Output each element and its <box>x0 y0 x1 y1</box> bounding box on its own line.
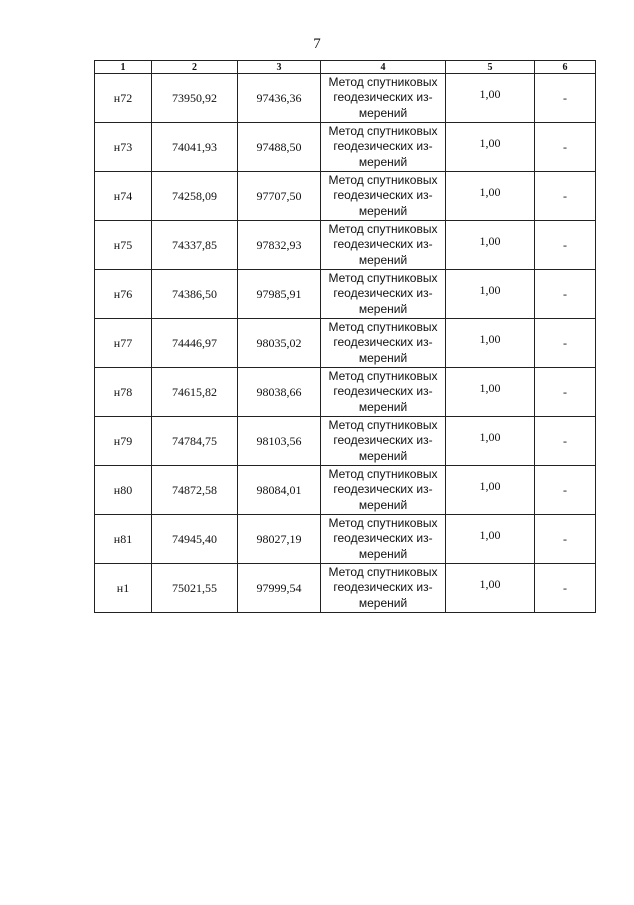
accuracy-cell <box>446 368 535 417</box>
note-cell: - <box>535 368 596 417</box>
column-header: 2 <box>152 61 238 74</box>
accuracy-cell <box>446 74 535 123</box>
method-line: Метод спутниковых <box>328 417 438 432</box>
note-cell: - <box>535 319 596 368</box>
method-line: мерений <box>358 448 408 463</box>
table-row <box>95 221 596 270</box>
coordinate-x: 74446,97 <box>152 319 238 368</box>
note-cell: - <box>535 172 596 221</box>
coordinate-y: 97488,50 <box>238 123 321 172</box>
method-line: мерений <box>358 203 408 218</box>
accuracy-value: 1,00 <box>479 429 501 444</box>
method-line: геодезических из- <box>333 482 433 497</box>
column-header: 3 <box>238 61 321 74</box>
coordinate-x: 73950,92 <box>152 74 238 123</box>
coordinate-y: 97707,50 <box>238 172 321 221</box>
point-name: н81 <box>95 515 152 564</box>
coordinate-x: 74784,75 <box>152 417 238 466</box>
table-row <box>95 319 596 368</box>
accuracy-cell <box>446 172 535 221</box>
coordinate-x: 74872,58 <box>152 466 238 515</box>
table-row <box>95 172 596 221</box>
point-name: н73 <box>95 123 152 172</box>
page-number: 7 <box>313 36 321 52</box>
coordinate-x: 74041,93 <box>152 123 238 172</box>
method-line: мерений <box>358 252 408 267</box>
method-line: геодезических из- <box>333 531 433 546</box>
header-row <box>95 61 596 74</box>
point-name: н80 <box>95 466 152 515</box>
method-line: геодезических из- <box>333 580 433 595</box>
point-name: н76 <box>95 270 152 319</box>
method-line: мерений <box>358 301 408 316</box>
method-line: геодезических из- <box>333 335 433 350</box>
method-cell <box>321 417 446 466</box>
method-line: мерений <box>358 350 408 365</box>
accuracy-value: 1,00 <box>479 282 501 297</box>
accuracy-value: 1,00 <box>479 184 501 199</box>
accuracy-value: 1,00 <box>479 233 501 248</box>
table-row <box>95 466 596 515</box>
note-cell: - <box>535 270 596 319</box>
coordinate-y: 98084,01 <box>238 466 321 515</box>
accuracy-cell <box>446 515 535 564</box>
method-line: Метод спутниковых <box>328 221 438 236</box>
method-line: геодезических из- <box>333 433 433 448</box>
table-row <box>95 270 596 319</box>
method-line: геодезических из- <box>333 188 433 203</box>
method-line: Метод спутниковых <box>328 172 438 187</box>
method-line: Метод спутниковых <box>328 74 438 89</box>
table-row <box>95 123 596 172</box>
coordinate-x: 74945,40 <box>152 515 238 564</box>
table-row <box>95 515 596 564</box>
accuracy-cell <box>446 270 535 319</box>
method-cell <box>321 466 446 515</box>
method-line: мерений <box>358 497 408 512</box>
coordinate-y: 98038,66 <box>238 368 321 417</box>
point-name: н1 <box>95 564 152 613</box>
point-name: н72 <box>95 74 152 123</box>
coordinate-x: 74337,85 <box>152 221 238 270</box>
coordinate-y: 97832,93 <box>238 221 321 270</box>
point-name: н75 <box>95 221 152 270</box>
point-name: н79 <box>95 417 152 466</box>
column-header: 6 <box>535 61 596 74</box>
method-line: Метод спутниковых <box>328 564 438 579</box>
method-line: мерений <box>358 546 408 561</box>
accuracy-cell <box>446 417 535 466</box>
method-cell <box>321 74 446 123</box>
coordinate-y: 98035,02 <box>238 319 321 368</box>
table-row <box>95 564 596 613</box>
point-name: н78 <box>95 368 152 417</box>
method-cell <box>321 564 446 613</box>
accuracy-cell <box>446 564 535 613</box>
accuracy-value: 1,00 <box>479 576 501 591</box>
method-line: мерений <box>358 595 408 610</box>
method-cell <box>321 123 446 172</box>
method-line: геодезических из- <box>333 237 433 252</box>
accuracy-cell <box>446 221 535 270</box>
note-cell: - <box>535 417 596 466</box>
accuracy-value: 1,00 <box>479 86 501 101</box>
method-cell <box>321 368 446 417</box>
accuracy-value: 1,00 <box>479 135 501 150</box>
method-line: мерений <box>358 154 408 169</box>
coordinate-x: 74258,09 <box>152 172 238 221</box>
accuracy-value: 1,00 <box>479 380 501 395</box>
method-line: геодезических из- <box>333 286 433 301</box>
coordinate-y: 97985,91 <box>238 270 321 319</box>
point-name: н74 <box>95 172 152 221</box>
method-line: Метод спутниковых <box>328 319 438 334</box>
column-header: 4 <box>321 61 446 74</box>
method-line: мерений <box>358 399 408 414</box>
note-cell: - <box>535 515 596 564</box>
coordinates-table <box>94 60 596 613</box>
coordinate-y: 97436,36 <box>238 74 321 123</box>
method-cell <box>321 319 446 368</box>
method-cell <box>321 221 446 270</box>
method-line: Метод спутниковых <box>328 123 438 138</box>
accuracy-value: 1,00 <box>479 331 501 346</box>
method-line: геодезических из- <box>333 384 433 399</box>
note-cell: - <box>535 74 596 123</box>
accuracy-cell <box>446 319 535 368</box>
coordinate-x: 74386,50 <box>152 270 238 319</box>
column-header: 5 <box>446 61 535 74</box>
note-cell: - <box>535 564 596 613</box>
note-cell: - <box>535 466 596 515</box>
coordinate-x: 75021,55 <box>152 564 238 613</box>
coordinate-x: 74615,82 <box>152 368 238 417</box>
table-body <box>95 74 596 613</box>
table-row <box>95 368 596 417</box>
coordinate-y: 98027,19 <box>238 515 321 564</box>
point-name: н77 <box>95 319 152 368</box>
accuracy-value: 1,00 <box>479 527 501 542</box>
accuracy-cell <box>446 466 535 515</box>
method-line: Метод спутниковых <box>328 368 438 383</box>
accuracy-cell <box>446 123 535 172</box>
note-cell: - <box>535 221 596 270</box>
method-cell <box>321 515 446 564</box>
coordinate-y: 98103,56 <box>238 417 321 466</box>
method-line: геодезических из- <box>333 90 433 105</box>
method-line: Метод спутниковых <box>328 515 438 530</box>
method-line: Метод спутниковых <box>328 270 438 285</box>
column-header: 1 <box>95 61 152 74</box>
table-row <box>95 74 596 123</box>
method-line: Метод спутниковых <box>328 466 438 481</box>
method-line: геодезических из- <box>333 139 433 154</box>
coordinate-y: 97999,54 <box>238 564 321 613</box>
note-cell: - <box>535 123 596 172</box>
method-cell <box>321 172 446 221</box>
accuracy-value: 1,00 <box>479 478 501 493</box>
method-cell <box>321 270 446 319</box>
table-row <box>95 417 596 466</box>
method-line: мерений <box>358 105 408 120</box>
